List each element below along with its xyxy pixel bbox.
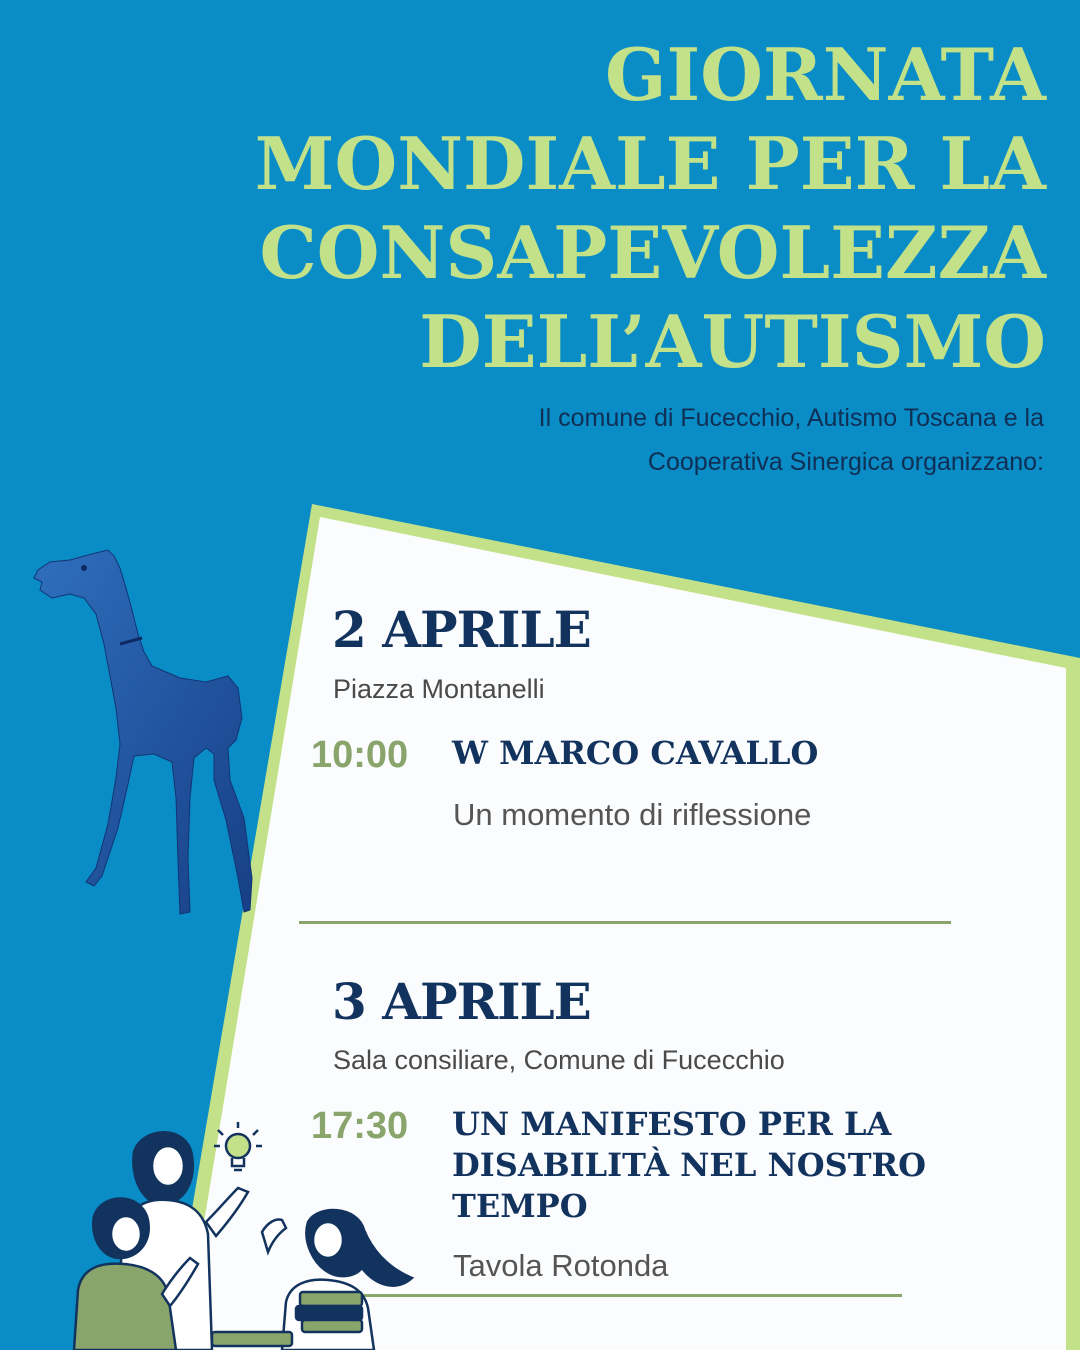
event-2-date: 3 APRILE [332,972,591,1031]
subtitle-line-2: Cooperativa Sinergica organizzano: [647,448,1044,476]
event-2-title [452,1104,926,1227]
event-1-title-line-1: W MARCO CAVALLO [452,734,819,772]
event-1-date: 2 APRILE [332,600,591,659]
event-2-description: Tavola Rotonda [453,1248,669,1283]
event-2-title-line-2: DISABILITÀ NEL NOSTRO [452,1146,926,1184]
title-line-3: CONSAPEVOLEZZA [259,210,1046,295]
title-line-2: MONDIALE PER LA [254,121,1046,206]
title-line-1: GIORNATA [605,32,1046,117]
event-1-description: Un momento di riflessione [453,797,812,832]
horse-sculpture-icon [30,548,265,920]
subtitle-line-1: Il comune di Fucecchio, Autismo Toscana e la [538,404,1044,432]
lightbulb-icon [214,1122,262,1170]
event-2-title-line-1: UN MANIFESTO PER LA [452,1105,892,1143]
event-1-time: 10:00 [311,734,409,776]
event-2-place: Sala consiliare, Comune di Fucecchio [333,1045,785,1075]
event-1-title [452,733,818,774]
divider [299,921,951,924]
event-2-title-line-3: TEMPO [452,1187,588,1225]
event-1-place: Piazza Montanelli [333,674,545,704]
title-line-4: DELL’AUTISMO [419,299,1046,384]
event-2-time: 17:30 [311,1105,409,1147]
people-illustration-icon [72,1118,422,1350]
